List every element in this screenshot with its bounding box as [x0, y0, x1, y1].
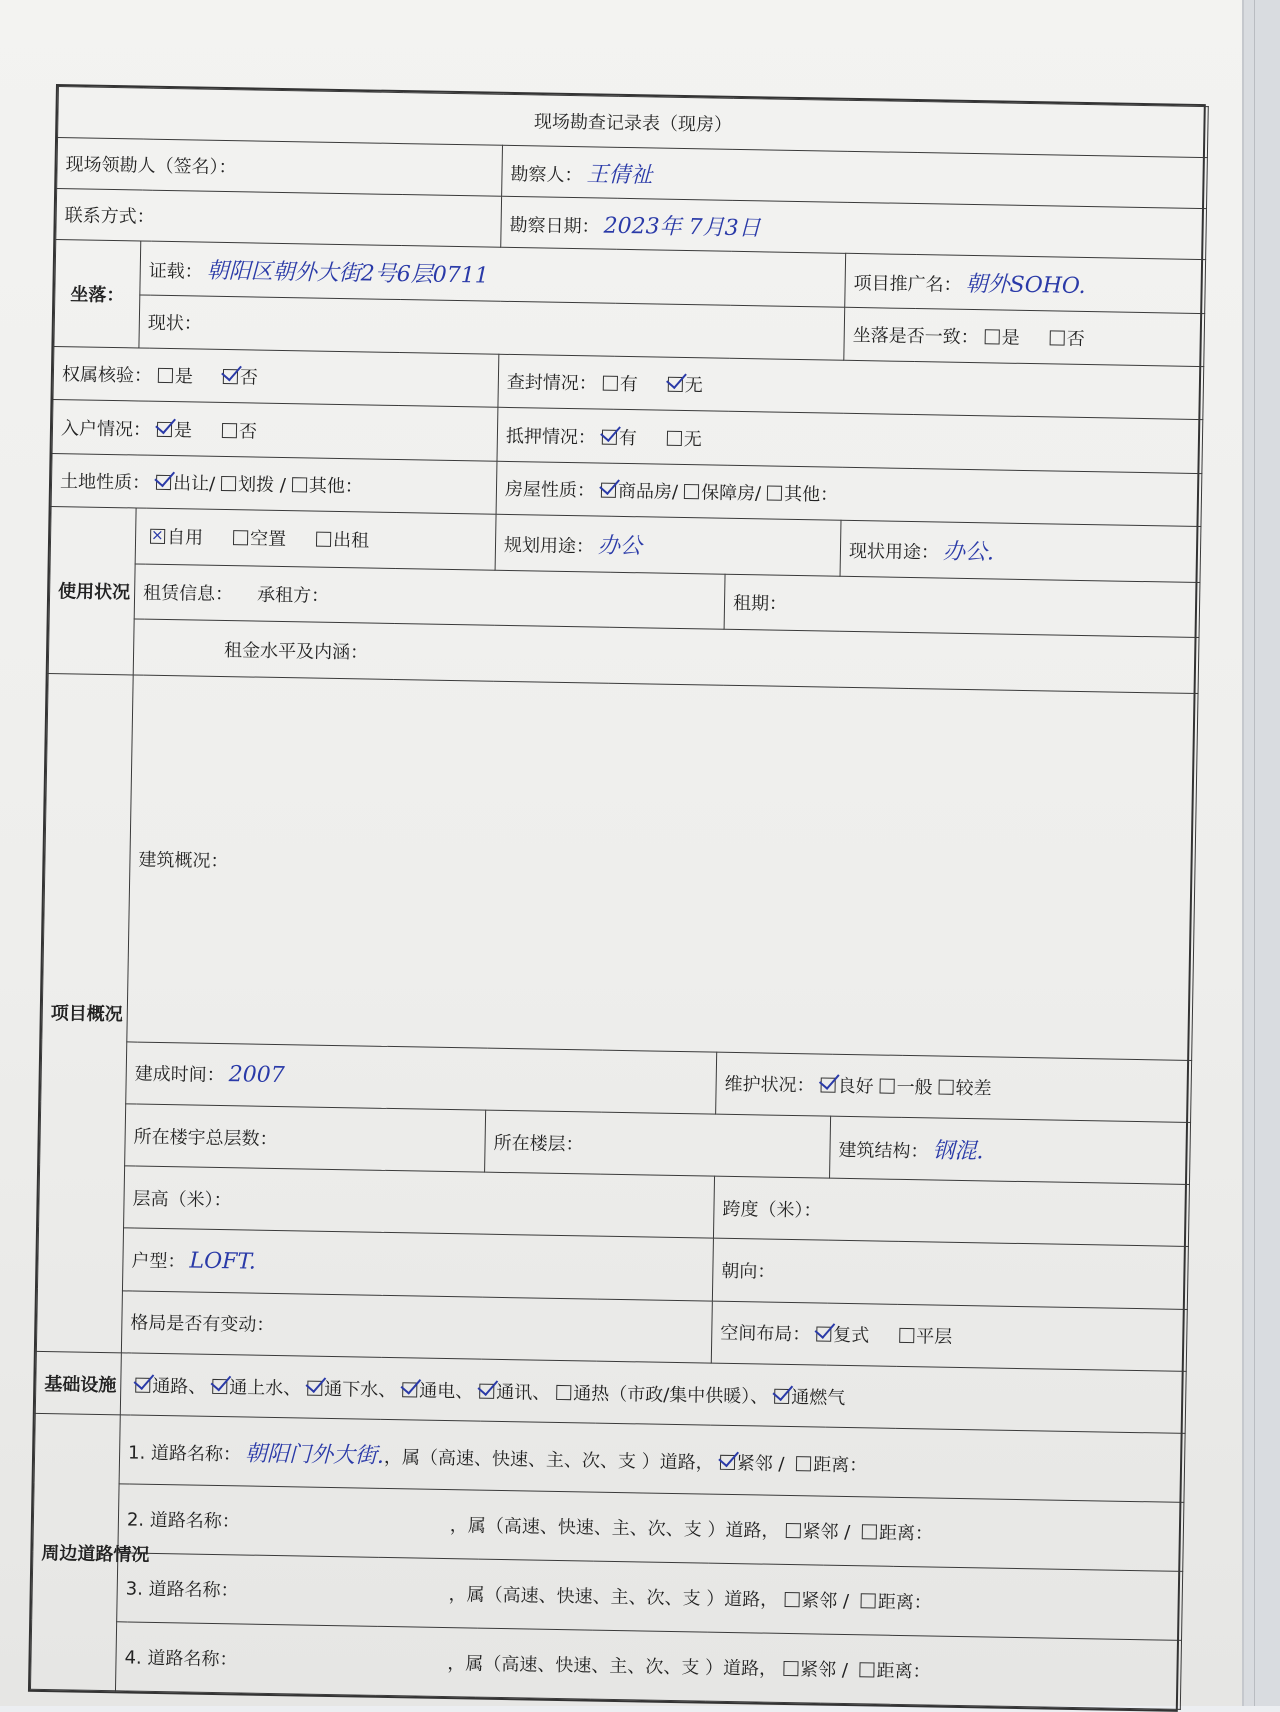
space-layout-cell: [711, 1301, 1187, 1372]
seal-label: 查封情况：: [506, 372, 598, 395]
ownership-no-checkbox[interactable]: [223, 369, 238, 384]
road-1-adjacent-checkbox[interactable]: [720, 1454, 735, 1469]
height-cell: [124, 1166, 715, 1239]
ownership-cell: [53, 347, 499, 408]
built-time-value: 2007: [228, 1062, 285, 1089]
rented-checkbox[interactable]: [316, 532, 331, 547]
infra-water-up-label: 通上水、: [229, 1376, 302, 1400]
land-allocate-label: 划拨 /: [237, 474, 287, 496]
usage-section-label: 使用状况: [48, 507, 136, 675]
cert-label: 证载：: [148, 260, 203, 283]
date-value: 2023年 7月3日: [603, 213, 761, 242]
road-4-adjacent-checkbox[interactable]: [783, 1661, 798, 1676]
consistent-label: 坐落是否一致：: [852, 324, 979, 349]
cert-address-value: 朝阳区朝外大街2号6层0711: [206, 258, 489, 289]
road-4-name-blank[interactable]: [237, 1665, 447, 1669]
contact-label: 联系方式：: [64, 205, 155, 229]
structure-label: 建筑结构：: [838, 1139, 929, 1163]
lease-cell: [134, 564, 725, 630]
inspector-label: 勘察人：: [510, 163, 583, 186]
ownership-no-label: 否: [239, 367, 259, 389]
rented-label: 出租: [332, 530, 370, 552]
road-1-adjacent-label: 紧邻: [736, 1452, 773, 1475]
house-label: 房屋性质：: [504, 478, 596, 502]
built-time-cell: [126, 1042, 717, 1115]
planned-use-cell: [495, 514, 841, 576]
current-use-cell: [840, 520, 1201, 582]
road-1-label: 1. 道路名称：: [127, 1442, 242, 1466]
orientation-label: 朝向：: [721, 1260, 776, 1283]
built-time-label: 建成时间：: [134, 1063, 225, 1087]
roads-section-label: 周边道路情况: [30, 1414, 120, 1691]
mortgage-label: 抵押情况：: [505, 425, 597, 449]
usage-options-cell: [135, 508, 496, 570]
infra-telecom-checkbox[interactable]: [479, 1383, 494, 1398]
entry-yes-checkbox[interactable]: [157, 421, 172, 436]
height-label: 层高（米）：: [132, 1188, 232, 1212]
orientation-cell: [712, 1239, 1188, 1310]
maintenance-label: 维护状况：: [724, 1074, 815, 1097]
road-3-class-text: ，属（高速、快速、主、次、支 ）道路，: [448, 1584, 779, 1611]
consistent-no-checkbox[interactable]: [1050, 330, 1065, 345]
entry-yes-label: 是: [173, 419, 193, 442]
house-other-checkbox[interactable]: [767, 485, 782, 500]
seal-yes-label: 有: [619, 374, 639, 396]
land-cell: [51, 453, 497, 514]
road-1-distance-checkbox[interactable]: [796, 1456, 811, 1471]
road-2-class-text: ，属（高速、快速、主、次、支 ）道路，: [449, 1515, 780, 1542]
ownership-yes-checkbox[interactable]: [158, 368, 173, 383]
inspector-signature: 王倩祉: [586, 161, 653, 189]
form-title: 现场勘查记录表（现房）: [58, 87, 1209, 158]
infra-road-checkbox[interactable]: [135, 1377, 150, 1392]
road-4-label: 4. 道路名称：: [124, 1647, 238, 1671]
land-other-checkbox[interactable]: [292, 477, 307, 492]
vacant-checkbox[interactable]: [233, 531, 248, 546]
mortgage-no-label: 无: [683, 428, 703, 450]
road-1-class-text: ，属（高速、快速、主、次、支 ）道路，: [383, 1446, 714, 1474]
ownership-yes-label: 是: [174, 366, 194, 388]
maint-poor-checkbox[interactable]: [938, 1080, 953, 1095]
entry-no-checkbox[interactable]: [222, 423, 237, 438]
paper-stack-edge: [1242, 0, 1280, 1706]
house-commercial-checkbox[interactable]: [601, 482, 616, 497]
road-4-distance-label: 距离：: [876, 1660, 931, 1683]
land-label: 土地性质：: [59, 471, 151, 494]
land-other-label: 其他：: [308, 475, 364, 498]
infra-water-down-label: 通下水、: [324, 1378, 397, 1401]
self-use-label: 自用: [166, 527, 204, 550]
infra-gas-label: 通燃气: [791, 1386, 846, 1409]
road-1-name-value: 朝阳门外大街.: [244, 1441, 385, 1469]
road-2-adjacent-label: 紧邻: [802, 1521, 839, 1543]
maint-poor-label: 较差: [955, 1078, 992, 1100]
infra-water-down-checkbox[interactable]: [307, 1380, 322, 1395]
road-3-separator: /: [837, 1590, 855, 1613]
space-duplex-checkbox[interactable]: [816, 1327, 831, 1342]
layout-change-label: 格局是否有变动：: [130, 1312, 275, 1337]
infra-road-label: 通路、: [152, 1375, 207, 1398]
mortgage-no-checkbox[interactable]: [667, 430, 682, 445]
road-1-separator: /: [772, 1453, 791, 1475]
consistent-no-label: 否: [1066, 328, 1085, 350]
road-3-adjacent-label: 紧邻: [801, 1590, 838, 1612]
term-label: 租期：: [732, 592, 788, 615]
project-name-cell: [845, 254, 1206, 314]
seal-yes-checkbox[interactable]: [603, 376, 618, 391]
infra-power-checkbox[interactable]: [402, 1382, 417, 1397]
term-cell: [724, 574, 1200, 638]
consistent-cell: [844, 307, 1205, 367]
road-3-label: 3. 道路名称：: [125, 1578, 239, 1602]
maint-good-label: 良好: [837, 1076, 874, 1098]
road-3-name-blank[interactable]: [239, 1596, 449, 1600]
seal-no-label: 无: [684, 375, 704, 397]
lease-label: 租赁信息：: [142, 582, 234, 606]
status-label: 现状：: [147, 312, 203, 335]
road-4-adjacent-label: 紧邻: [799, 1659, 837, 1681]
infra-heating-label: 通热（市政/集中供暖）、: [573, 1382, 769, 1408]
contact-cell: [56, 189, 502, 248]
infra-gas-checkbox[interactable]: [774, 1388, 789, 1403]
lead-inspector-cell: [57, 138, 503, 197]
span-cell: [713, 1176, 1189, 1247]
road-3-adjacent-checkbox[interactable]: [784, 1592, 799, 1607]
road-4-separator: /: [835, 1659, 854, 1682]
road-3-distance-checkbox[interactable]: [861, 1593, 876, 1608]
land-transfer-label: 出让/: [172, 473, 216, 495]
total-floors-label: 所在楼宇总层数：: [133, 1126, 278, 1150]
land-allocate-checkbox[interactable]: [221, 476, 236, 491]
layout-change-cell: [121, 1291, 712, 1364]
date-label: 勘察日期：: [509, 214, 600, 238]
total-floors-cell: [125, 1104, 486, 1173]
maint-good-checkbox[interactable]: [821, 1078, 836, 1093]
infra-heating-checkbox[interactable]: [556, 1384, 571, 1399]
road-4-distance-checkbox[interactable]: [859, 1662, 874, 1677]
house-affordable-label: 保障房/: [700, 482, 762, 505]
maintenance-cell: [716, 1052, 1192, 1123]
road-2-distance-label: 距离：: [878, 1522, 934, 1545]
seal-no-checkbox[interactable]: [668, 377, 683, 392]
lead-inspector-label: 现场领勘人（签名）：: [65, 154, 237, 179]
infra-section-label: 基础设施: [35, 1351, 121, 1415]
tenant-label: 承租方：: [256, 584, 330, 607]
planned-use-value: 办公: [597, 533, 643, 560]
road-1-distance-label: 距离：: [812, 1454, 868, 1476]
road-2-name-blank[interactable]: [240, 1527, 450, 1531]
infra-power-label: 通电、: [419, 1380, 474, 1403]
consistent-yes-checkbox[interactable]: [985, 329, 1000, 344]
project-name-label: 项目推广名：: [853, 272, 962, 296]
current-use-label: 现状用途：: [848, 540, 940, 564]
unit-type-value: LOFT.: [189, 1248, 257, 1275]
infra-telecom-label: 通讯、: [496, 1381, 551, 1404]
current-use-value: 办公.: [942, 539, 995, 566]
inspection-form: [28, 84, 1206, 1712]
mortgage-yes-label: 有: [618, 427, 638, 449]
span-label: 跨度（米）：: [722, 1198, 822, 1222]
unit-type-label: 户型：: [131, 1250, 186, 1273]
ownership-label: 权属核验：: [61, 364, 153, 387]
infra-water-up-checkbox[interactable]: [212, 1378, 227, 1393]
floor-label: 所在楼层：: [493, 1132, 584, 1155]
vacant-label: 空置: [249, 528, 287, 551]
mortgage-yes-checkbox[interactable]: [602, 429, 617, 444]
land-transfer-checkbox[interactable]: [156, 475, 171, 490]
road-3-distance-label: 距离：: [877, 1591, 932, 1614]
space-flat-checkbox[interactable]: [899, 1328, 914, 1343]
location-label: 坐落：: [54, 240, 141, 348]
house-affordable-checkbox[interactable]: [684, 484, 699, 499]
building-overview-label: 建筑概况：: [138, 849, 229, 872]
self-use-checkbox[interactable]: [150, 529, 165, 544]
space-duplex-label: 复式: [833, 1325, 870, 1347]
entry-label: 入户情况：: [60, 417, 152, 441]
floor-cell: [485, 1110, 831, 1178]
road-2-label: 2. 道路名称：: [126, 1509, 241, 1533]
consistent-yes-label: 是: [1001, 327, 1020, 349]
entry-cell: [52, 400, 498, 461]
planned-use-label: 规划用途：: [503, 534, 595, 558]
project-section-label: 项目概况: [36, 673, 133, 1352]
structure-value: 钢混.: [932, 1138, 984, 1165]
house-other-label: 其他：: [783, 483, 839, 506]
entry-no-label: 否: [238, 420, 258, 443]
unit-type-cell: [122, 1228, 713, 1301]
road-4-class-text: ，属（高速、快速、主、次、支 ）道路，: [447, 1653, 778, 1680]
structure-cell: [830, 1116, 1191, 1185]
project-name-value: 朝外SOHO.: [965, 271, 1086, 300]
space-flat-label: 平层: [916, 1326, 953, 1349]
rent-label: 租金水平及内涵：: [223, 639, 369, 664]
road-2-distance-checkbox[interactable]: [862, 1524, 877, 1539]
road-2-separator: /: [838, 1521, 857, 1544]
maint-avg-label: 一般: [896, 1077, 933, 1099]
road-2-adjacent-checkbox[interactable]: [785, 1523, 800, 1538]
maint-avg-checkbox[interactable]: [880, 1079, 895, 1094]
house-commercial-label: 商品房/: [617, 480, 679, 503]
space-layout-label: 空间布局：: [720, 1323, 811, 1346]
building-overview-cell: [127, 675, 1198, 1060]
